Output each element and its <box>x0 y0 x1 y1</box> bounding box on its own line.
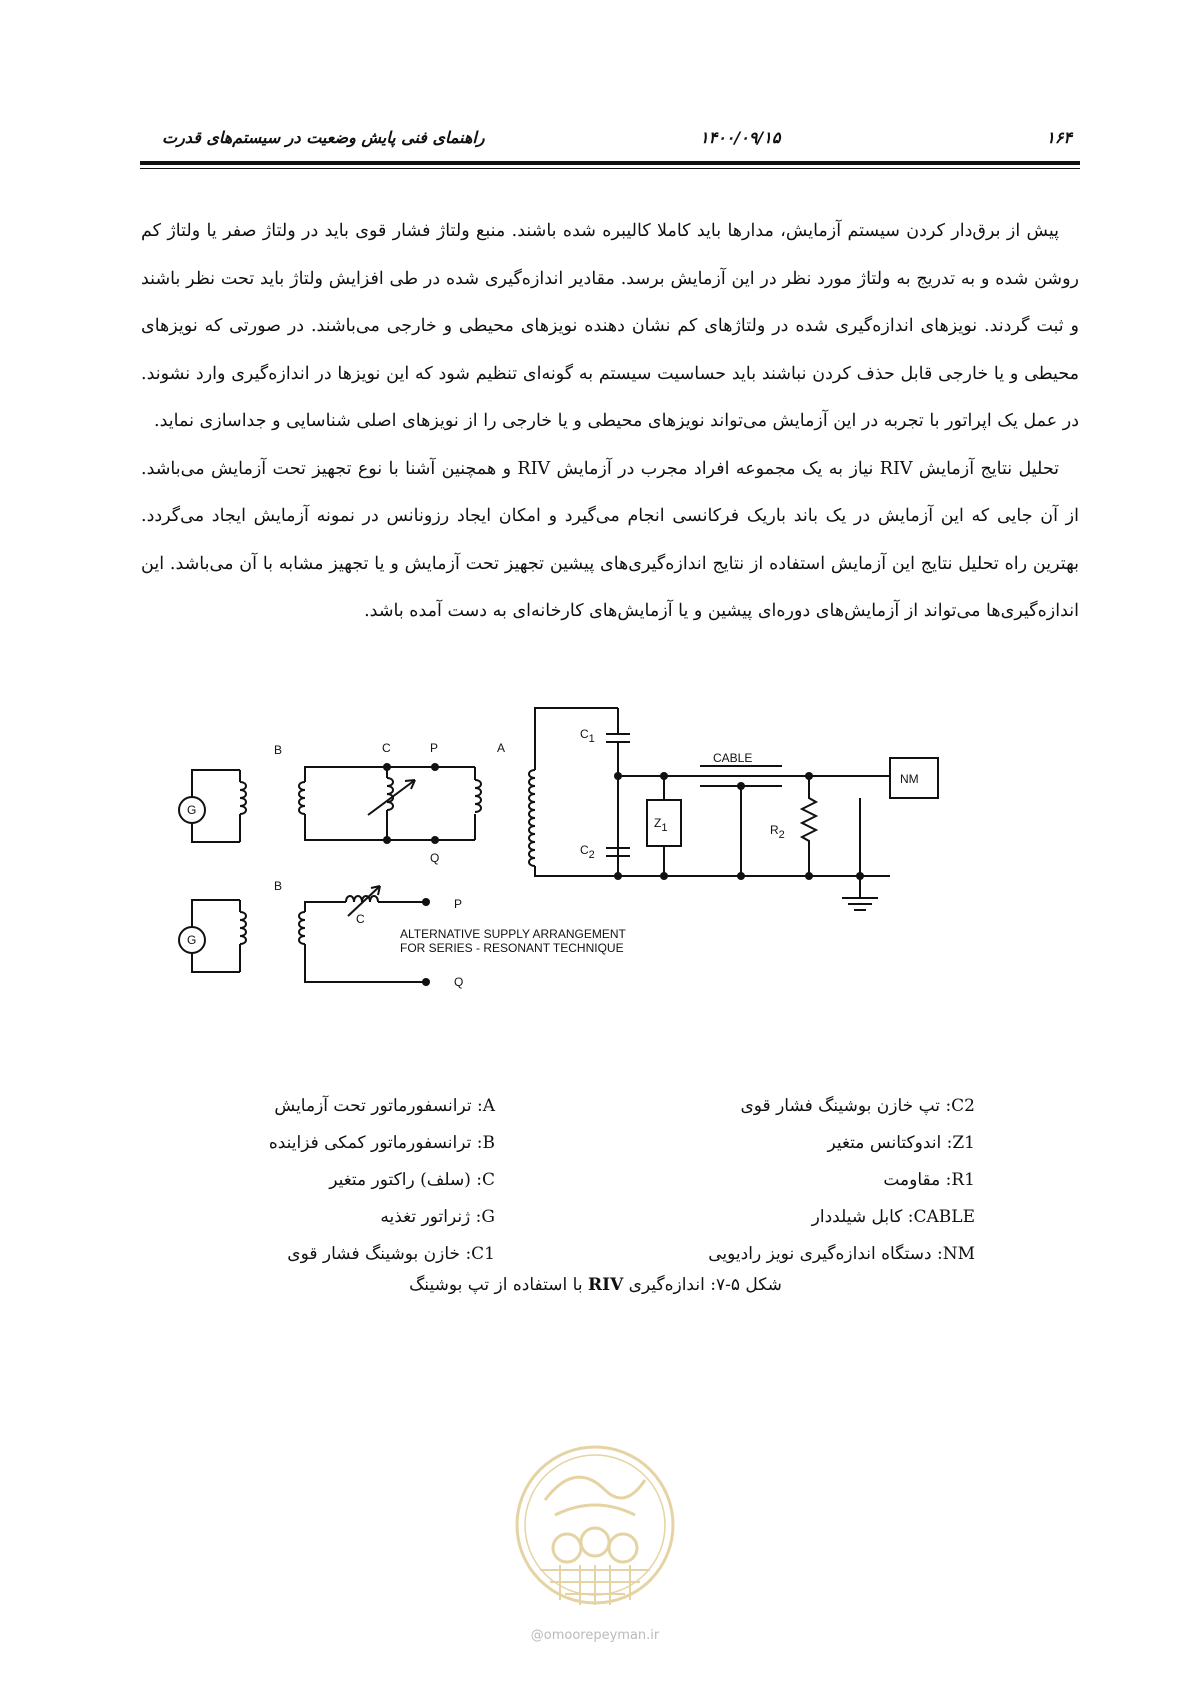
legend-item: B: ترانسفورماتور کمکی فزاینده <box>268 1133 495 1153</box>
riv-circuit-diagram <box>170 727 1030 1080</box>
label-g-top: G <box>187 803 197 817</box>
label-g-bottom: G <box>187 933 197 947</box>
legend-item: C2: تپ خازن بوشینگ فشار قوی <box>740 1096 975 1116</box>
label-cable: CABLE <box>713 751 753 765</box>
legend-item: A: ترانسفورماتور تحت آزمایش <box>274 1096 495 1116</box>
generator-bottom <box>179 927 205 953</box>
label-p-top: P <box>430 741 439 755</box>
label-r2: R2 <box>770 823 785 841</box>
legend-item: G: ژنراتور تغذیه <box>380 1207 495 1227</box>
header-rule-thick <box>140 161 1080 165</box>
label-z1: Z1 <box>654 816 668 834</box>
label-p-bottom: P <box>454 897 463 911</box>
label-q-top: Q <box>430 851 440 865</box>
label-q-bottom: Q <box>454 975 464 989</box>
legend-item: NM: دستگاه اندازه‌گیری نویز رادیویی <box>708 1244 975 1264</box>
label-b-bottom: B <box>274 879 283 893</box>
paragraph-2: تحلیل نتایج آزمایش RIV نیاز به یک مجموعه افراد مجرب در آزمایش RIV و همچنین آشنا با نوع تجهیز تحت آزمایش می‌باشد. از آن جایی که این آزمایش در یک باند باریک فرکانسی انجام می‌گیرد و امکان ایجاد رزونانس در نمونه آزمایش ایجاد می‌گردد. بهترین راه تحلیل نتایج این آزمایش استفاده از نتایج اندازه‌گیری‌های پیشین تجهیز تحت آزمایش و یا تجهیز مشابه با آن می‌باشد. این اندازه‌گیری‌ها می‌تواند از آزمایش‌های دوره‌ای پیشین و یا آزمایش‌های کارخانه‌ای به دست آمده باشد. <box>141 458 1079 621</box>
figure-legend <box>0 1088 1191 1268</box>
watermark-logo <box>505 1430 685 1660</box>
label-c1: C1 <box>580 727 595 745</box>
legend-item: Z1: اندوکتانس متغیر <box>827 1133 975 1153</box>
watermark-url: @omoorepeyman.ir <box>530 1628 660 1643</box>
generator-top <box>179 797 205 823</box>
label-a: A <box>497 741 506 755</box>
legend-item: CABLE: کابل شیلددار <box>811 1207 975 1227</box>
legend-item: C1: خازن بوشینگ فشار قوی <box>287 1244 495 1264</box>
book-title: راهنمای فنی پایش وضعیت در سیستم‌های قدرت <box>162 128 485 147</box>
header-rule-thin <box>140 168 1080 169</box>
header-date: ۱۴۰۰/۰۹/۱۵ <box>700 128 781 147</box>
page-number: ۱۶۴ <box>1046 128 1072 147</box>
label-nm: NM <box>900 772 919 786</box>
paragraph-1: پیش از برق‌دار کردن سیستم آزمایش، مدارها باید کاملا کالیبره شده باشند. منبع ولتاژ فشار قوی باید در ولتاژ صفر یا ولتاژ کم روشن شده و به تدریج به ولتاژ مورد نظر در این آزمایش برسد. مقادیر اندازه‌گیری شده در طی افزایش ولتاژ باید تحت نظر باشند و ثبت گردند. نویزهای اندازه‌گیری شده در ولتاژهای کم نشان دهنده نویزهای محیطی و خارجی می‌باشند. در صورتی که نویزهای محیطی و یا خارجی قابل حذف کردن نباشند باید حساسیت سیستم به گونه‌ای تنظیم شود که این نویزها در اندازه‌گیری وارد نشوند. در عمل یک اپراتور با تجربه در این آزمایش می‌تواند نویزهای محیطی و یا خارجی را از نویزهای اصلی شناسایی و جداسازی نماید. <box>141 221 1079 431</box>
legend-left-column <box>255 1088 495 1273</box>
label-c-bottom: C <box>356 912 365 926</box>
alt-supply-line1: ALTERNATIVE SUPPLY ARRANGEMENT <box>400 927 626 941</box>
body-text <box>141 208 1079 636</box>
label-b-top: B <box>274 743 283 757</box>
label-c2: C2 <box>580 843 595 861</box>
label-c-top: C <box>382 741 391 755</box>
legend-item: R1: مقاومت <box>883 1170 975 1190</box>
legend-right-column <box>700 1088 975 1273</box>
alt-supply-line2: FOR SERIES - RESONANT TECHNIQUE <box>400 941 624 955</box>
legend-item: C: (سلف) راکتور متغیر <box>329 1170 495 1190</box>
page-header <box>140 128 1080 156</box>
figure-caption: شکل ۵-۷: اندازه‌گیری RIV با استفاده از تپ بوشینگ <box>409 1275 782 1295</box>
